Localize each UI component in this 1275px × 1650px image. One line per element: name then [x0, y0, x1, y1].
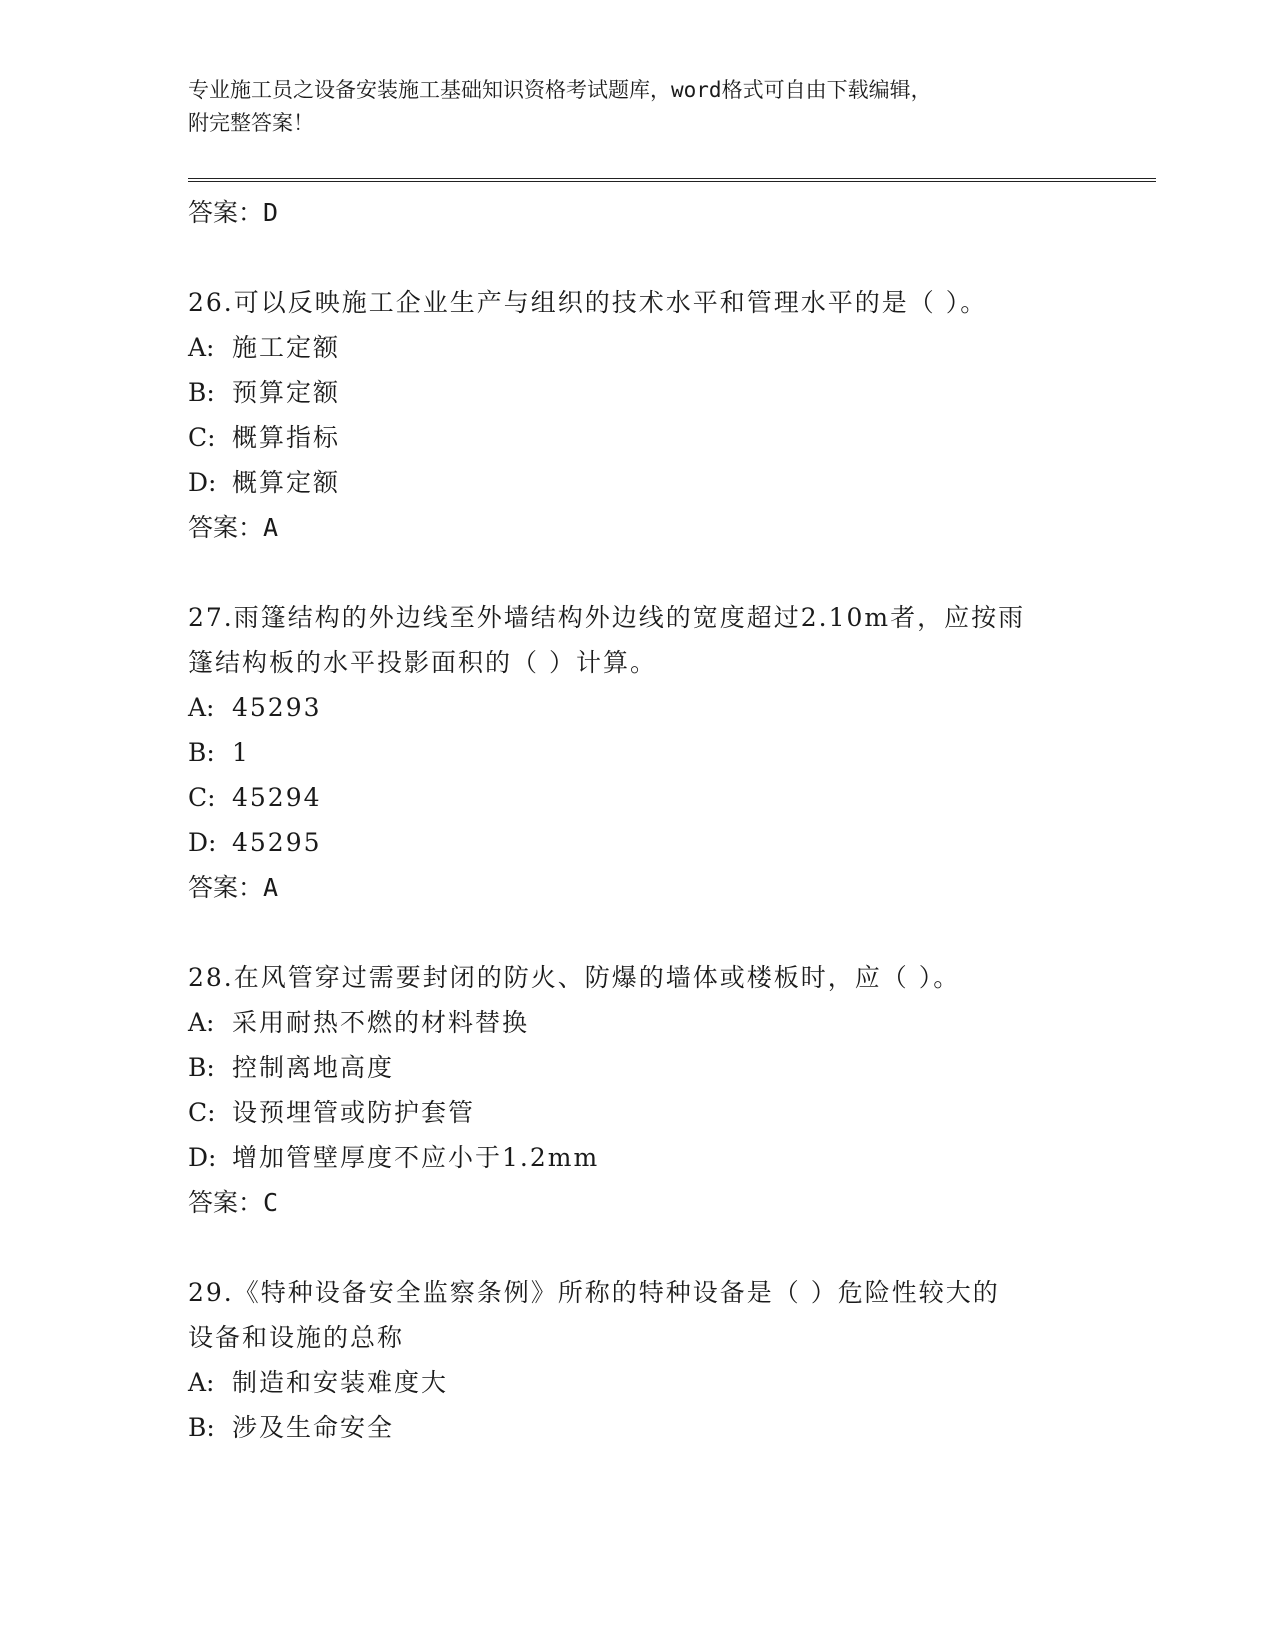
option-letter: B:	[188, 738, 215, 767]
option-text: 增加管壁厚度不应小于1.2mm	[232, 1143, 600, 1172]
option-letter: A:	[188, 1368, 215, 1397]
option-text: 涉及生命安全	[232, 1413, 395, 1442]
option-b	[188, 370, 1088, 415]
option-c	[188, 775, 1088, 820]
option-a	[188, 1360, 1088, 1405]
question-item	[188, 595, 1088, 910]
answer-line: 答案：C	[188, 1188, 279, 1217]
option-text: 预算定额	[232, 378, 341, 407]
header-line-2: 附完整答案！	[188, 111, 314, 135]
option-letter: D:	[188, 468, 217, 497]
document-header	[188, 74, 1088, 140]
question-spacer	[188, 910, 1088, 955]
question-stem-line: 27.雨篷结构的外边线至外墙结构外边线的宽度超过2.10m者，应按雨	[188, 603, 1026, 632]
question-spacer	[188, 550, 1088, 595]
option-text: 1	[232, 738, 250, 767]
question-stem-line: 28.在风管穿过需要封闭的防火、防爆的墙体或楼板时，应（ ）。	[188, 963, 961, 992]
option-c	[188, 1090, 1088, 1135]
option-text: 45294	[232, 783, 322, 812]
answer-line: 答案：D	[188, 198, 279, 227]
option-letter: C:	[188, 783, 216, 812]
option-letter: B:	[188, 1413, 215, 1442]
option-letter: A:	[188, 1008, 215, 1037]
option-letter: A:	[188, 333, 215, 362]
option-a	[188, 325, 1088, 370]
option-text: 45295	[232, 828, 322, 857]
option-d	[188, 1135, 1088, 1180]
option-d	[188, 820, 1088, 865]
option-letter: B:	[188, 378, 215, 407]
question-item	[188, 1270, 1088, 1450]
question-item	[188, 955, 1088, 1225]
option-b	[188, 1045, 1088, 1090]
answer-line: 答案：A	[188, 873, 279, 902]
option-letter: B:	[188, 1053, 215, 1082]
question-stem-line: 29.《特种设备安全监察条例》所称的特种设备是（ ）危险性较大的	[188, 1278, 1000, 1307]
option-a	[188, 685, 1088, 730]
option-b	[188, 1405, 1088, 1450]
question-item	[188, 280, 1088, 550]
option-a	[188, 1000, 1088, 1045]
question-spacer	[188, 1225, 1088, 1270]
answer-line: 答案：A	[188, 513, 279, 542]
option-d	[188, 460, 1088, 505]
option-letter: A:	[188, 693, 215, 722]
question-stem-line: 设备和设施的总称	[188, 1323, 405, 1352]
option-letter: C:	[188, 423, 216, 452]
option-text: 制造和安装难度大	[232, 1368, 449, 1397]
header-divider	[188, 178, 1156, 182]
option-text: 设预埋管或防护套管	[232, 1098, 476, 1127]
question-stem-line: 26.可以反映施工企业生产与组织的技术水平和管理水平的是（ ）。	[188, 288, 988, 317]
question-stem-line: 篷结构板的水平投影面积的（ ）计算。	[188, 648, 657, 677]
option-letter: C:	[188, 1098, 216, 1127]
option-text: 概算定额	[232, 468, 341, 497]
option-text: 45293	[232, 693, 322, 722]
option-text: 采用耐热不燃的材料替换	[232, 1008, 530, 1037]
option-b	[188, 730, 1088, 775]
option-c	[188, 415, 1088, 460]
header-line-1: 专业施工员之设备安装施工基础知识资格考试题库，word格式可自由下载编辑，	[188, 78, 932, 102]
option-text: 控制离地高度	[232, 1053, 395, 1082]
option-text: 概算指标	[232, 423, 341, 452]
option-text: 施工定额	[232, 333, 341, 362]
option-letter: D:	[188, 828, 217, 857]
option-letter: D:	[188, 1143, 217, 1172]
question-spacer	[188, 235, 1088, 280]
question-list	[188, 190, 1088, 1450]
